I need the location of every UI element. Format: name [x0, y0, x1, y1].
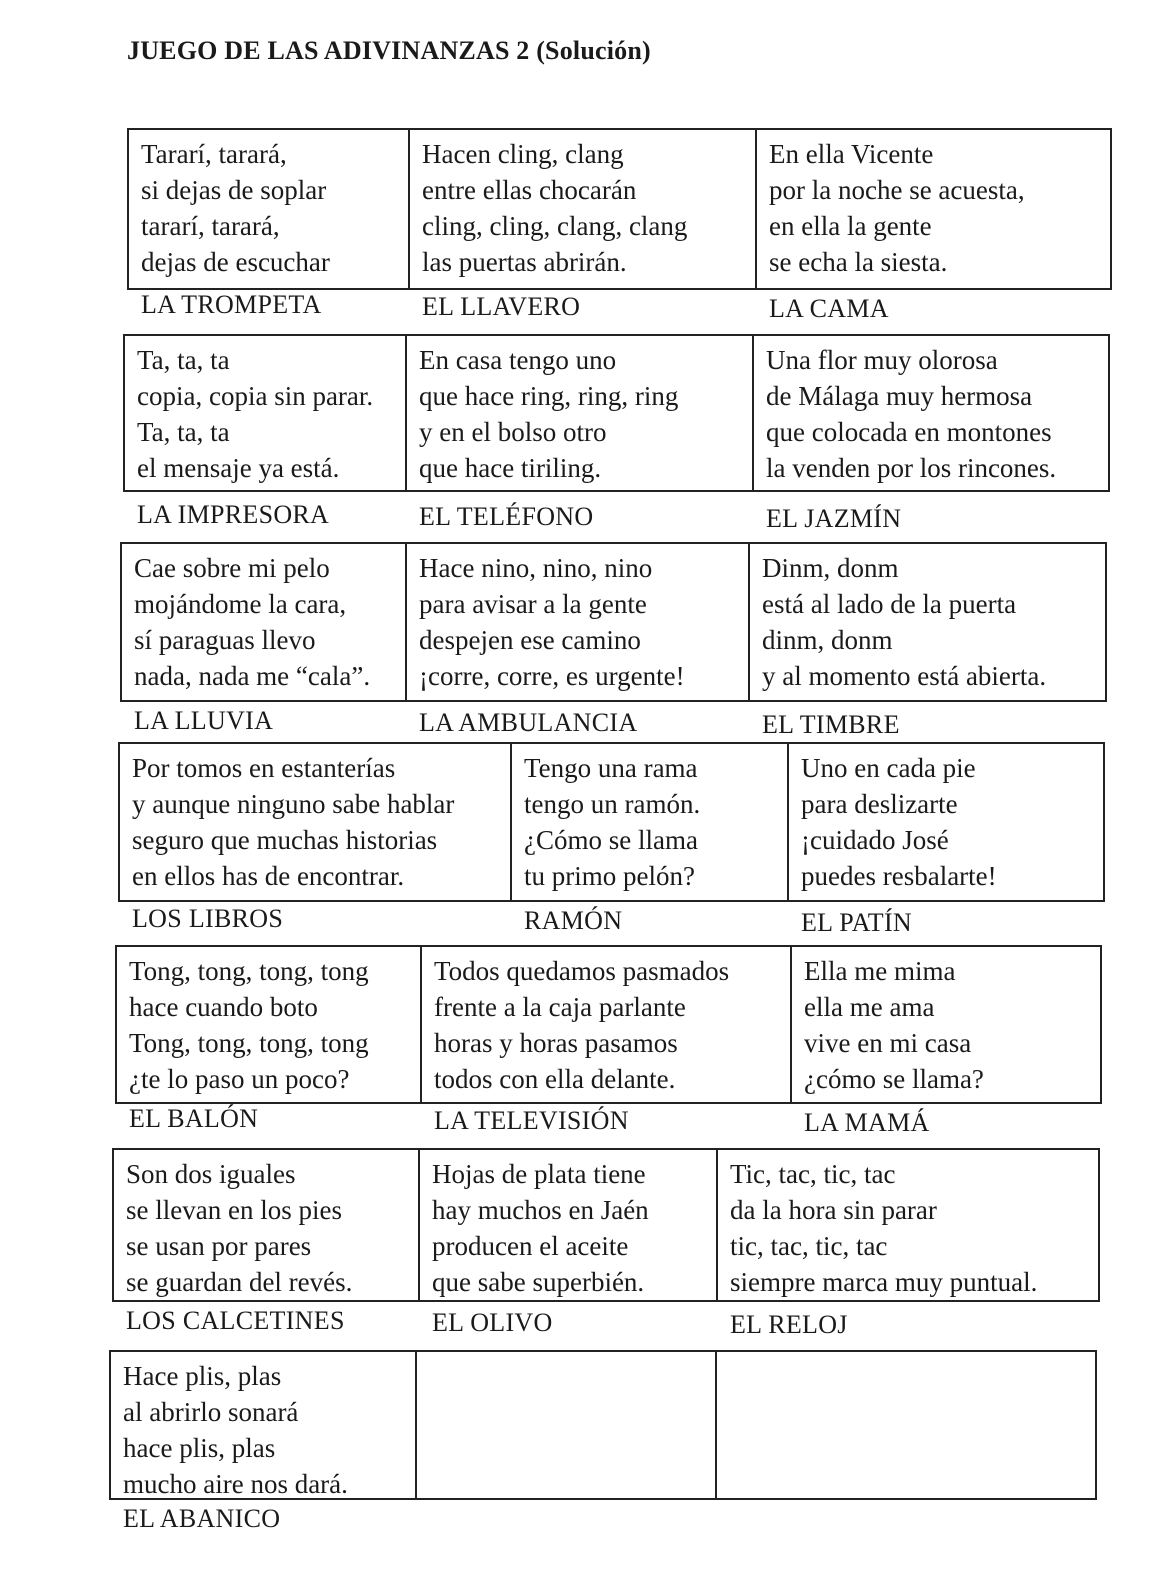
- riddle-line: entre ellas chocarán: [422, 175, 637, 205]
- riddle-line: se llevan en los pies: [126, 1195, 342, 1225]
- riddle-cell: [120, 744, 512, 900]
- riddle-answer: EL TIMBRE: [762, 710, 900, 739]
- riddle-answer: LA LLUVIA: [134, 706, 274, 735]
- page-title: JUEGO DE LAS ADIVINANZAS 2 (Solución): [127, 36, 651, 65]
- riddle-line: ¿te lo paso un poco?: [129, 1064, 350, 1094]
- riddle-answer: LA MAMÁ: [804, 1108, 930, 1137]
- riddle-line: Cae sobre mi pelo: [134, 553, 330, 583]
- riddle-line: sí paraguas llevo: [134, 625, 316, 655]
- riddle-line: que colocada en montones: [766, 417, 1052, 447]
- riddle-line: en ellos has de encontrar.: [132, 861, 405, 891]
- riddle-line: Ta, ta, ta: [137, 417, 230, 447]
- riddle-line: ella me ama: [804, 992, 935, 1022]
- riddle-line: copia, copia sin parar.: [137, 381, 374, 411]
- riddle-answer: EL RELOJ: [730, 1310, 848, 1339]
- riddle-cell: [510, 744, 787, 900]
- riddle-line: al abrirlo sonará: [123, 1397, 299, 1427]
- riddle-answer: LA CAMA: [769, 294, 889, 323]
- riddle-line: Tong, tong, tong, tong: [129, 956, 369, 986]
- riddle-cell: [752, 336, 1110, 490]
- riddle-answer: EL PATÍN: [801, 908, 912, 937]
- riddle-cell: [790, 947, 1102, 1102]
- riddle-line: Ta, ta, ta: [137, 345, 230, 375]
- riddle-line: horas y horas pasamos: [434, 1028, 678, 1058]
- riddle-line: de Málaga muy hermosa: [766, 381, 1033, 411]
- riddle-line: ¡cuidado José: [801, 825, 949, 855]
- riddle-line: si dejas de soplar: [141, 175, 327, 205]
- riddle-line: hay muchos en Jaén: [432, 1195, 649, 1225]
- riddle-cell: [129, 130, 410, 288]
- riddle-answer: EL BALÓN: [129, 1104, 259, 1133]
- riddle-line: Una flor muy olorosa: [766, 345, 998, 375]
- riddle-line: tu primo pelón?: [524, 861, 695, 891]
- riddle-line: Tic, tac, tic, tac: [730, 1159, 896, 1189]
- riddle-answer: LA IMPRESORA: [137, 500, 330, 529]
- riddle-cell: [418, 1150, 716, 1300]
- riddle-row-box: [109, 1350, 1097, 1500]
- riddle-cell: [117, 947, 422, 1102]
- riddle-cell: [405, 544, 748, 700]
- riddle-line: siempre marca muy puntual.: [730, 1267, 1038, 1297]
- riddle-line: vive en mi casa: [804, 1028, 972, 1058]
- riddle-cell: [111, 1352, 417, 1498]
- riddle-line: que hace tiriling.: [419, 453, 602, 483]
- riddle-answer: LOS CALCETINES: [126, 1306, 345, 1335]
- riddle-answer: LA TROMPETA: [141, 290, 322, 319]
- riddle-line: tic, tac, tic, tac: [730, 1231, 888, 1261]
- riddle-answer: LA AMBULANCIA: [419, 708, 638, 737]
- riddle-row-box: [120, 542, 1107, 702]
- riddle-cell: [715, 1352, 1097, 1498]
- riddle-line: para avisar a la gente: [419, 589, 647, 619]
- riddle-line: En casa tengo uno: [419, 345, 617, 375]
- riddle-cell: [755, 130, 1112, 288]
- riddle-line: Hojas de plata tiene: [432, 1159, 646, 1189]
- riddle-row-box: [127, 128, 1112, 290]
- riddle-cell: [408, 130, 755, 288]
- riddle-cell: [415, 1352, 715, 1498]
- riddle-answer: EL JAZMÍN: [766, 504, 902, 533]
- riddle-cell: [748, 544, 1107, 700]
- riddle-cell: [114, 1150, 420, 1300]
- riddle-line: nada, nada me “cala”.: [134, 661, 371, 691]
- riddle-line: En ella Vicente: [769, 139, 934, 169]
- riddle-line: da la hora sin parar: [730, 1195, 937, 1225]
- riddle-row-box: [115, 945, 1102, 1104]
- riddle-line: Por tomos en estanterías: [132, 753, 396, 783]
- riddle-line: Ella me mima: [804, 956, 956, 986]
- riddle-line: tengo un ramón.: [524, 789, 701, 819]
- riddle-line: Hace plis, plas: [123, 1361, 282, 1391]
- riddle-line: Uno en cada pie: [801, 753, 976, 783]
- riddle-line: mucho aire nos dará.: [123, 1469, 348, 1499]
- riddle-line: Son dos iguales: [126, 1159, 296, 1189]
- riddle-cell: [787, 744, 1105, 900]
- riddle-line: Tararí, tarará,: [141, 139, 287, 169]
- riddle-line: todos con ella delante.: [434, 1064, 676, 1094]
- riddle-line: dinm, donm: [762, 625, 893, 655]
- riddle-answer: EL TELÉFONO: [419, 502, 594, 531]
- riddle-line: dejas de escuchar: [141, 247, 330, 277]
- riddle-answer: RAMÓN: [524, 906, 623, 935]
- riddle-line: y en el bolso otro: [419, 417, 607, 447]
- riddle-line: ¡corre, corre, es urgente!: [419, 661, 685, 691]
- riddle-line: el mensaje ya está.: [137, 453, 340, 483]
- riddle-line: Tong, tong, tong, tong: [129, 1028, 369, 1058]
- riddle-line: que sabe superbién.: [432, 1267, 645, 1297]
- riddle-row-box: [118, 742, 1105, 902]
- riddle-line: ¿Cómo se llama: [524, 825, 698, 855]
- riddle-line: Dinm, donm: [762, 553, 899, 583]
- riddle-line: las puertas abrirán.: [422, 247, 627, 277]
- riddle-line: la venden por los rincones.: [766, 453, 1057, 483]
- riddle-answer: LOS LIBROS: [132, 904, 284, 933]
- riddle-line: hace cuando boto: [129, 992, 318, 1022]
- riddle-line: y aunque ninguno sabe hablar: [132, 789, 455, 819]
- riddle-cell: [420, 947, 790, 1102]
- riddle-line: mojándome la cara,: [134, 589, 347, 619]
- riddle-line: producen el aceite: [432, 1231, 629, 1261]
- riddle-line: Todos quedamos pasmados: [434, 956, 730, 986]
- riddle-line: hace plis, plas: [123, 1433, 276, 1463]
- riddle-line: en ella la gente: [769, 211, 932, 241]
- riddle-line: que hace ring, ring, ring: [419, 381, 679, 411]
- riddle-line: para deslizarte: [801, 789, 958, 819]
- riddle-answer: EL ABANICO: [123, 1504, 281, 1533]
- riddle-line: por la noche se acuesta,: [769, 175, 1025, 205]
- riddle-line: Hace nino, nino, nino: [419, 553, 653, 583]
- riddle-line: Tengo una rama: [524, 753, 698, 783]
- riddle-line: ¿cómo se llama?: [804, 1064, 984, 1094]
- riddle-line: puedes resbalarte!: [801, 861, 997, 891]
- riddle-line: está al lado de la puerta: [762, 589, 1017, 619]
- riddle-line: seguro que muchas historias: [132, 825, 438, 855]
- riddle-line: cling, cling, clang, clang: [422, 211, 688, 241]
- riddle-cell: [716, 1150, 1100, 1300]
- riddle-line: despejen ese camino: [419, 625, 641, 655]
- riddle-row-box: [112, 1148, 1100, 1302]
- riddle-line: se usan por pares: [126, 1231, 312, 1261]
- riddle-line: Hacen cling, clang: [422, 139, 624, 169]
- riddle-cell: [405, 336, 752, 490]
- riddle-cell: [122, 544, 407, 700]
- riddle-row-box: [123, 334, 1110, 492]
- riddle-answer: EL OLIVO: [432, 1308, 553, 1337]
- riddle-answer: LA TELEVISIÓN: [434, 1106, 629, 1135]
- riddle-line: tararí, tarará,: [141, 211, 280, 241]
- riddle-line: se echa la siesta.: [769, 247, 948, 277]
- riddle-cell: [125, 336, 407, 490]
- riddle-line: y al momento está abierta.: [762, 661, 1047, 691]
- riddle-line: se guardan del revés.: [126, 1267, 353, 1297]
- riddle-line: frente a la caja parlante: [434, 992, 686, 1022]
- riddle-answer: EL LLAVERO: [422, 292, 581, 321]
